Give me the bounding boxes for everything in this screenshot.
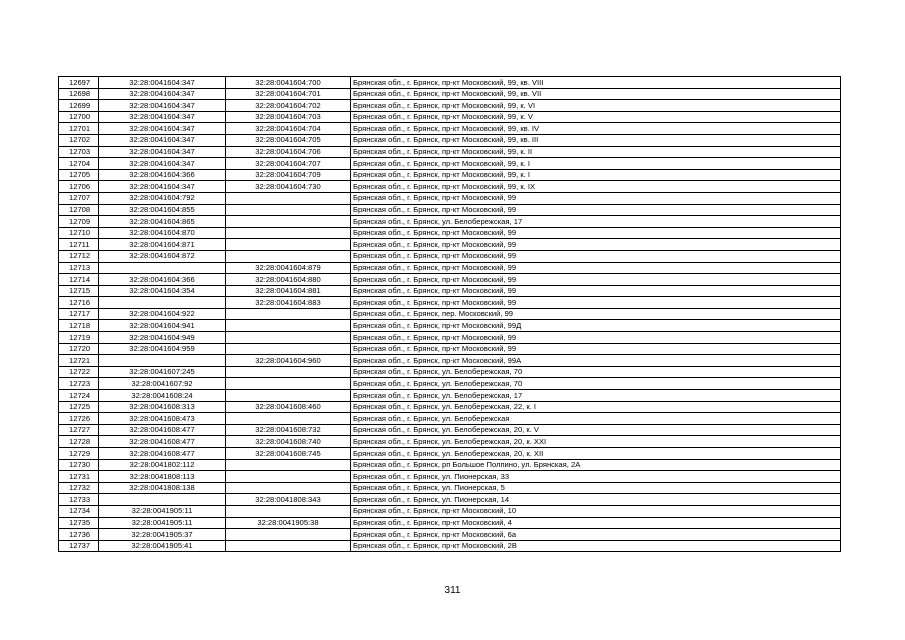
table-row xyxy=(59,216,841,228)
table-row xyxy=(59,448,841,460)
object-cadastral-number-cell: 32:28:0041604:707 xyxy=(226,158,351,170)
parcel-cadastral-number-cell: 32:28:0041808:138 xyxy=(99,482,226,494)
table-row xyxy=(59,436,841,448)
parcel-cadastral-number-cell: 32:28:0041608:24 xyxy=(99,390,226,402)
address-cell: Брянская обл., г. Брянск, ул. Белобережская, 17 xyxy=(351,390,841,402)
object-cadastral-number-cell: 32:28:0041604:730 xyxy=(226,181,351,193)
address-cell: Брянская обл., г. Брянск, пр-кт Московский, 99 xyxy=(351,274,841,286)
address-cell: Брянская обл., г. Брянск, пр-кт Московский, 99 xyxy=(351,343,841,355)
parcel-cadastral-number-cell: 32:28:0041604:347 xyxy=(99,88,226,100)
row-number-cell: 12713 xyxy=(59,262,99,274)
row-number-cell: 12737 xyxy=(59,540,99,552)
object-cadastral-number-cell xyxy=(226,308,351,320)
parcel-cadastral-number-cell: 32:28:0041604:941 xyxy=(99,320,226,332)
parcel-cadastral-number-cell: 32:28:0041604:347 xyxy=(99,123,226,135)
table-row xyxy=(59,366,841,378)
object-cadastral-number-cell: 32:28:0041604:883 xyxy=(226,297,351,309)
table-row xyxy=(59,332,841,344)
parcel-cadastral-number-cell: 32:28:0041604:855 xyxy=(99,204,226,216)
object-cadastral-number-cell: 32:28:0041604:706 xyxy=(226,146,351,158)
object-cadastral-number-cell xyxy=(226,413,351,425)
object-cadastral-number-cell xyxy=(226,216,351,228)
parcel-cadastral-number-cell: 32:28:0041608:473 xyxy=(99,413,226,425)
object-cadastral-number-cell xyxy=(226,366,351,378)
parcel-cadastral-number-cell: 32:28:0041607:245 xyxy=(99,366,226,378)
row-number-cell: 12699 xyxy=(59,100,99,112)
table-row xyxy=(59,517,841,529)
address-cell: Брянская обл., г. Брянск, пр-кт Московский, 99, к. I xyxy=(351,158,841,170)
address-cell: Брянская обл., г. Брянск, ул. Пионерская, 33 xyxy=(351,471,841,483)
row-number-cell: 12706 xyxy=(59,181,99,193)
address-cell: Брянская обл., г. Брянск, пр-кт Московский, 99, к. I xyxy=(351,169,841,181)
row-number-cell: 12703 xyxy=(59,146,99,158)
object-cadastral-number-cell: 32:28:0041604:702 xyxy=(226,100,351,112)
object-cadastral-number-cell xyxy=(226,482,351,494)
parcel-cadastral-number-cell: 32:28:0041604:872 xyxy=(99,250,226,262)
parcel-cadastral-number-cell: 32:28:0041604:366 xyxy=(99,169,226,181)
parcel-cadastral-number-cell: 32:28:0041604:865 xyxy=(99,216,226,228)
parcel-cadastral-number-cell xyxy=(99,494,226,506)
object-cadastral-number-cell: 32:28:0041604:705 xyxy=(226,134,351,146)
address-cell: Брянская обл., г. Брянск, пр-кт Московский, 99 xyxy=(351,297,841,309)
parcel-cadastral-number-cell: 32:28:0041604:922 xyxy=(99,308,226,320)
parcel-cadastral-number-cell xyxy=(99,355,226,367)
row-number-cell: 12735 xyxy=(59,517,99,529)
object-cadastral-number-cell xyxy=(226,459,351,471)
row-number-cell: 12711 xyxy=(59,239,99,251)
object-cadastral-number-cell: 32:28:0041604:704 xyxy=(226,123,351,135)
registry-table-body xyxy=(59,77,841,552)
object-cadastral-number-cell xyxy=(226,540,351,552)
table-row xyxy=(59,192,841,204)
table-row xyxy=(59,378,841,390)
table-row xyxy=(59,250,841,262)
row-number-cell: 12707 xyxy=(59,192,99,204)
address-cell: Брянская обл., г. Брянск, ул. Пионерская, 14 xyxy=(351,494,841,506)
parcel-cadastral-number-cell: 32:28:0041905:11 xyxy=(99,505,226,517)
row-number-cell: 12723 xyxy=(59,378,99,390)
row-number-cell: 12731 xyxy=(59,471,99,483)
row-number-cell: 12732 xyxy=(59,482,99,494)
object-cadastral-number-cell: 32:28:0041905:38 xyxy=(226,517,351,529)
row-number-cell: 12717 xyxy=(59,308,99,320)
address-cell: Брянская обл., г. Брянск, пр-кт Московский, 99, кв. III xyxy=(351,134,841,146)
table-row xyxy=(59,355,841,367)
address-cell: Брянская обл., г. Брянск, пр-кт Московский, 99А xyxy=(351,355,841,367)
table-row xyxy=(59,100,841,112)
row-number-cell: 12702 xyxy=(59,134,99,146)
row-number-cell: 12718 xyxy=(59,320,99,332)
row-number-cell: 12697 xyxy=(59,77,99,89)
address-cell: Брянская обл., г. Брянск, ул. Белобережская xyxy=(351,413,841,425)
parcel-cadastral-number-cell: 32:28:0041604:347 xyxy=(99,77,226,89)
table-row xyxy=(59,262,841,274)
table-row xyxy=(59,134,841,146)
address-cell: Брянская обл., г. Брянск, пр-кт Московский, 99, к. V xyxy=(351,111,841,123)
table-row xyxy=(59,227,841,239)
address-cell: Брянская обл., г. Брянск, ул. Белобережская, 20, к. V xyxy=(351,424,841,436)
parcel-cadastral-number-cell: 32:28:0041604:792 xyxy=(99,192,226,204)
table-row xyxy=(59,390,841,402)
table-row xyxy=(59,424,841,436)
address-cell: Брянская обл., г. Брянск, пр-кт Московский, 99 xyxy=(351,332,841,344)
object-cadastral-number-cell: 32:28:0041808:343 xyxy=(226,494,351,506)
table-row xyxy=(59,158,841,170)
table-row xyxy=(59,343,841,355)
address-cell: Брянская обл., г. Брянск, пр-кт Московский, 99, к. II xyxy=(351,146,841,158)
table-row xyxy=(59,169,841,181)
row-number-cell: 12730 xyxy=(59,459,99,471)
row-number-cell: 12712 xyxy=(59,250,99,262)
address-cell: Брянская обл., г. Брянск, пр-кт Московский, 99 xyxy=(351,192,841,204)
parcel-cadastral-number-cell: 32:28:0041905:37 xyxy=(99,529,226,541)
table-row xyxy=(59,88,841,100)
address-cell: Брянская обл., г. Брянск, пр-кт Московский, 4 xyxy=(351,517,841,529)
parcel-cadastral-number-cell: 32:28:0041608:477 xyxy=(99,448,226,460)
object-cadastral-number-cell: 32:28:0041608:460 xyxy=(226,401,351,413)
object-cadastral-number-cell: 32:28:0041604:701 xyxy=(226,88,351,100)
table-row xyxy=(59,540,841,552)
parcel-cadastral-number-cell: 32:28:0041905:41 xyxy=(99,540,226,552)
parcel-cadastral-number-cell: 32:28:0041608:313 xyxy=(99,401,226,413)
row-number-cell: 12728 xyxy=(59,436,99,448)
object-cadastral-number-cell xyxy=(226,239,351,251)
table-row xyxy=(59,77,841,89)
row-number-cell: 12733 xyxy=(59,494,99,506)
address-cell: Брянская обл., г. Брянск, пр-кт Московский, 6а xyxy=(351,529,841,541)
row-number-cell: 12710 xyxy=(59,227,99,239)
table-row xyxy=(59,285,841,297)
object-cadastral-number-cell: 32:28:0041604:700 xyxy=(226,77,351,89)
object-cadastral-number-cell: 32:28:0041604:880 xyxy=(226,274,351,286)
object-cadastral-number-cell xyxy=(226,192,351,204)
object-cadastral-number-cell xyxy=(226,471,351,483)
row-number-cell: 12704 xyxy=(59,158,99,170)
parcel-cadastral-number-cell: 32:28:0041604:949 xyxy=(99,332,226,344)
address-cell: Брянская обл., г. Брянск, пр-кт Московский, 99 xyxy=(351,262,841,274)
row-number-cell: 12714 xyxy=(59,274,99,286)
object-cadastral-number-cell: 32:28:0041608:732 xyxy=(226,424,351,436)
parcel-cadastral-number-cell xyxy=(99,262,226,274)
table-row xyxy=(59,181,841,193)
address-cell: Брянская обл., г. Брянск, пр-кт Московский, 10 xyxy=(351,505,841,517)
row-number-cell: 12716 xyxy=(59,297,99,309)
row-number-cell: 12709 xyxy=(59,216,99,228)
object-cadastral-number-cell: 32:28:0041604:881 xyxy=(226,285,351,297)
parcel-cadastral-number-cell: 32:28:0041604:347 xyxy=(99,146,226,158)
parcel-cadastral-number-cell: 32:28:0041608:477 xyxy=(99,436,226,448)
row-number-cell: 12705 xyxy=(59,169,99,181)
object-cadastral-number-cell xyxy=(226,343,351,355)
parcel-cadastral-number-cell: 32:28:0041604:347 xyxy=(99,134,226,146)
address-cell: Брянская обл., г. Брянск, пр-кт Московский, 99 xyxy=(351,285,841,297)
row-number-cell: 12719 xyxy=(59,332,99,344)
object-cadastral-number-cell: 32:28:0041604:709 xyxy=(226,169,351,181)
object-cadastral-number-cell xyxy=(226,250,351,262)
table-row xyxy=(59,494,841,506)
table-row xyxy=(59,505,841,517)
object-cadastral-number-cell: 32:28:0041608:745 xyxy=(226,448,351,460)
table-row xyxy=(59,204,841,216)
table-row xyxy=(59,529,841,541)
table-row xyxy=(59,320,841,332)
address-cell: Брянская обл., г. Брянск, пр-кт Московский, 99, кв. VIII xyxy=(351,77,841,89)
address-cell: Брянская обл., г. Брянск, пер. Московский, 99 xyxy=(351,308,841,320)
table-row xyxy=(59,111,841,123)
object-cadastral-number-cell: 32:28:0041604:703 xyxy=(226,111,351,123)
table-row xyxy=(59,239,841,251)
row-number-cell: 12724 xyxy=(59,390,99,402)
row-number-cell: 12734 xyxy=(59,505,99,517)
parcel-cadastral-number-cell: 32:28:0041604:347 xyxy=(99,111,226,123)
object-cadastral-number-cell xyxy=(226,529,351,541)
table-row xyxy=(59,413,841,425)
object-cadastral-number-cell xyxy=(226,332,351,344)
row-number-cell: 12720 xyxy=(59,343,99,355)
table-row xyxy=(59,146,841,158)
address-cell: Брянская обл., г. Брянск, пр-кт Московский, 99Д xyxy=(351,320,841,332)
parcel-cadastral-number-cell: 32:28:0041604:871 xyxy=(99,239,226,251)
address-cell: Брянская обл., г. Брянск, ул. Белобережская, 70 xyxy=(351,378,841,390)
object-cadastral-number-cell: 32:28:0041608:740 xyxy=(226,436,351,448)
table-row xyxy=(59,274,841,286)
row-number-cell: 12729 xyxy=(59,448,99,460)
parcel-cadastral-number-cell: 32:28:0041608:477 xyxy=(99,424,226,436)
parcel-cadastral-number-cell: 32:28:0041604:347 xyxy=(99,158,226,170)
parcel-cadastral-number-cell: 32:28:0041607:92 xyxy=(99,378,226,390)
object-cadastral-number-cell xyxy=(226,378,351,390)
address-cell: Брянская обл., г. Брянск, пр-кт Московский, 99 xyxy=(351,250,841,262)
object-cadastral-number-cell xyxy=(226,320,351,332)
address-cell: Брянская обл., г. Брянск, пр-кт Московский, 99, к. IX xyxy=(351,181,841,193)
parcel-cadastral-number-cell: 32:28:0041802:112 xyxy=(99,459,226,471)
row-number-cell: 12698 xyxy=(59,88,99,100)
address-cell: Брянская обл., г. Брянск, пр-кт Московский, 99, к. VI xyxy=(351,100,841,112)
address-cell: Брянская обл., г. Брянск, ул. Белобережская, 17 xyxy=(351,216,841,228)
cadastral-registry-table xyxy=(58,76,841,552)
address-cell: Брянская обл., г. Брянск, ул. Белобережская, 20, к. XXI xyxy=(351,436,841,448)
table-row xyxy=(59,482,841,494)
page-number: 311 xyxy=(444,585,461,596)
parcel-cadastral-number-cell: 32:28:0041604:366 xyxy=(99,274,226,286)
parcel-cadastral-number-cell: 32:28:0041604:959 xyxy=(99,343,226,355)
object-cadastral-number-cell xyxy=(226,505,351,517)
table-row xyxy=(59,123,841,135)
address-cell: Брянская обл., г. Брянск, пр-кт Московский, 99, кв. VII xyxy=(351,88,841,100)
parcel-cadastral-number-cell xyxy=(99,297,226,309)
row-number-cell: 12721 xyxy=(59,355,99,367)
object-cadastral-number-cell xyxy=(226,204,351,216)
object-cadastral-number-cell xyxy=(226,390,351,402)
row-number-cell: 12736 xyxy=(59,529,99,541)
table-row xyxy=(59,471,841,483)
parcel-cadastral-number-cell: 32:28:0041604:347 xyxy=(99,100,226,112)
address-cell: Брянская обл., г. Брянск, пр-кт Московский, 99 xyxy=(351,239,841,251)
parcel-cadastral-number-cell: 32:28:0041604:870 xyxy=(99,227,226,239)
parcel-cadastral-number-cell: 32:28:0041604:347 xyxy=(99,181,226,193)
table-row xyxy=(59,297,841,309)
address-cell: Брянская обл., г. Брянск, ул. Белобережская, 20, к. XII xyxy=(351,448,841,460)
row-number-cell: 12708 xyxy=(59,204,99,216)
row-number-cell: 12726 xyxy=(59,413,99,425)
object-cadastral-number-cell xyxy=(226,227,351,239)
table-row xyxy=(59,401,841,413)
row-number-cell: 12701 xyxy=(59,123,99,135)
row-number-cell: 12725 xyxy=(59,401,99,413)
table-row xyxy=(59,459,841,471)
row-number-cell: 12715 xyxy=(59,285,99,297)
address-cell: Брянская обл., г. Брянск, пр-кт Московский, 99 xyxy=(351,204,841,216)
address-cell: Брянская обл., г. Брянск, пр-кт Московский, 99 xyxy=(351,227,841,239)
address-cell: Брянская обл., г. Брянск, ул. Белобережская, 70 xyxy=(351,366,841,378)
table-row xyxy=(59,308,841,320)
parcel-cadastral-number-cell: 32:28:0041604:354 xyxy=(99,285,226,297)
row-number-cell: 12700 xyxy=(59,111,99,123)
address-cell: Брянская обл., г. Брянск, пр-кт Московский, 2В xyxy=(351,540,841,552)
parcel-cadastral-number-cell: 32:28:0041808:113 xyxy=(99,471,226,483)
row-number-cell: 12722 xyxy=(59,366,99,378)
object-cadastral-number-cell: 32:28:0041604:960 xyxy=(226,355,351,367)
object-cadastral-number-cell: 32:28:0041604:879 xyxy=(226,262,351,274)
address-cell: Брянская обл., г. Брянск, ул. Пионерская, 5 xyxy=(351,482,841,494)
parcel-cadastral-number-cell: 32:28:0041905:11 xyxy=(99,517,226,529)
address-cell: Брянская обл., г. Брянск, ул. Белобережская, 22, к. I xyxy=(351,401,841,413)
row-number-cell: 12727 xyxy=(59,424,99,436)
address-cell: Брянская обл., г. Брянск, пр-кт Московский, 99, кв. IV xyxy=(351,123,841,135)
address-cell: Брянская обл., г. Брянск, рп Большое Полпино, ул. Брянская, 2А xyxy=(351,459,841,471)
